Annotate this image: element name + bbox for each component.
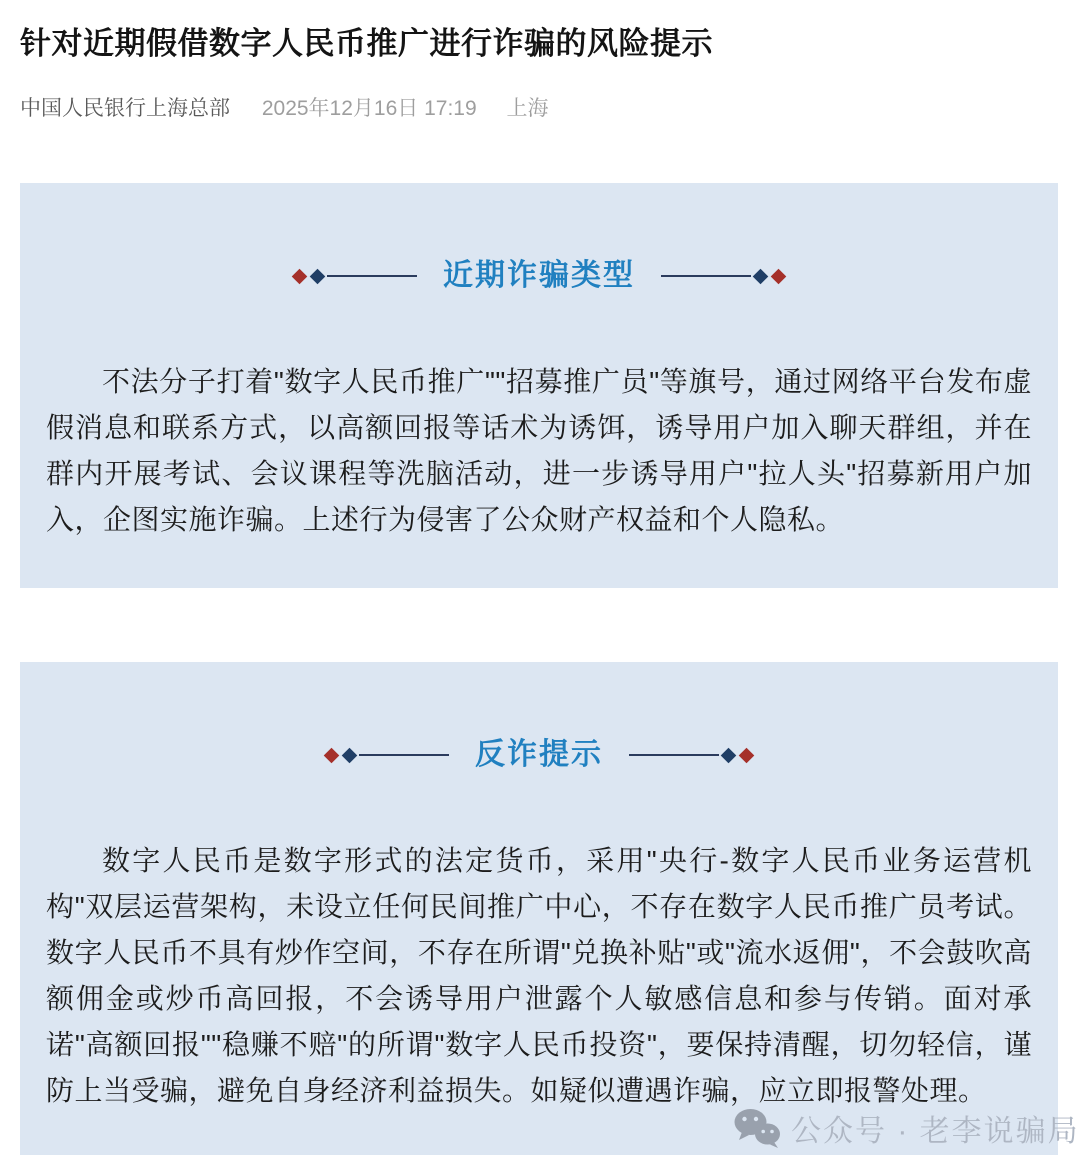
byline xyxy=(20,92,549,122)
divider-line xyxy=(629,754,719,756)
diamond-navy-icon xyxy=(310,268,326,284)
diamond-navy-icon xyxy=(721,747,737,763)
diamond-red-icon xyxy=(324,747,340,763)
watermark-text: 公众号 · 老李说骗局 xyxy=(791,1115,1080,1148)
publish-datetime: 2025年12月16日 17:19 xyxy=(261,97,477,120)
section-anti-fraud-tips xyxy=(20,662,1058,1155)
publish-location: 上海 xyxy=(506,97,549,120)
section-title: 反诈提示 xyxy=(475,738,603,771)
section-fraud-types xyxy=(20,183,1058,588)
diamond-navy-icon xyxy=(753,268,769,284)
diamond-navy-icon xyxy=(342,747,358,763)
section-heading-anti-fraud-tips xyxy=(20,738,1058,772)
section-paragraph: 不法分子打着"数字人民币推广""招募推广员"等旗号，通过网络平台发布虚假消息和联系方式，以高额回报等话术为诱饵，诱导用户加入聊天群组，并在群内开展考试、会议课程等洗脑活动，进一步诱导用户"拉人头"招募新用户加入，企图实施诈骗。上述行为侵害了公众财产权益和个人隐私。 xyxy=(46,366,1032,535)
page-title: 针对近期假借数字人民币推广进行诈骗的风险提示 xyxy=(20,26,713,61)
section-heading-fraud-types xyxy=(20,259,1058,293)
diamond-red-icon xyxy=(739,747,755,763)
divider-line xyxy=(359,754,449,756)
publisher-name[interactable]: 中国人民银行上海总部 xyxy=(20,97,230,120)
wechat-icon xyxy=(733,1107,781,1149)
section-paragraph: 数字人民币是数字形式的法定货币，采用"央行-数字人民币业务运营机构"双层运营架构，未设立任何民间推广中心，不存在数字人民币推广员考试。数字人民币不具有炒作空间，不存在所谓"兑换补贴"或"流水返佣"，不会鼓吹高额佣金或炒币高回报，不会诱导用户泄露个人敏感信息和参与传销。面对承诺"高额回报""稳赚不赔"的所谓"数字人民币投资"，要保持清醒，切勿轻信，谨防上当受骗，避免自身经济利益损失。如疑似遭遇诈骗，应立即报警处理。 xyxy=(46,845,1032,1106)
diamond-red-icon xyxy=(771,268,787,284)
divider-line xyxy=(661,275,751,277)
section-title: 近期诈骗类型 xyxy=(443,259,635,292)
diamond-red-icon xyxy=(292,268,308,284)
divider-line xyxy=(327,275,417,277)
watermark xyxy=(733,1106,1080,1150)
